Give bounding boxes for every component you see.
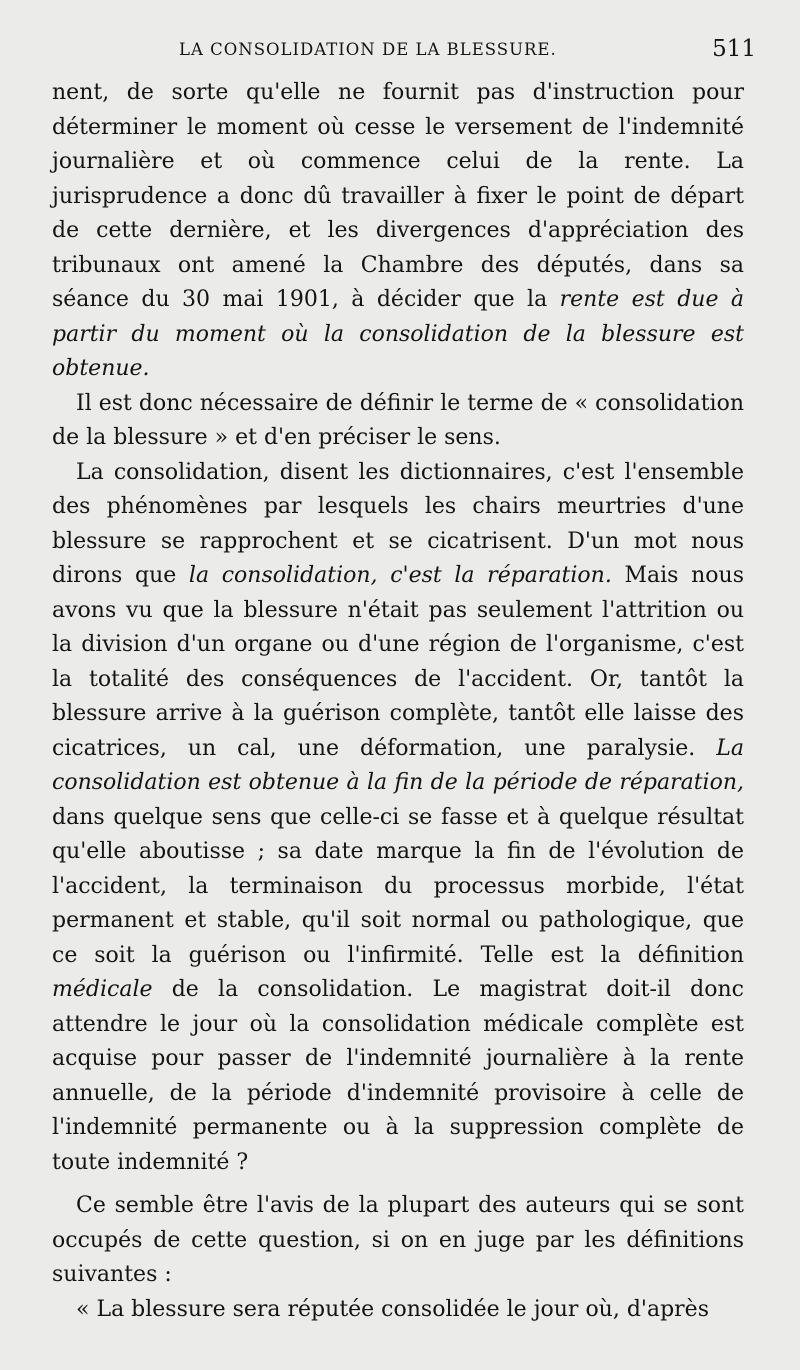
paragraph-5-text: « La blessure sera réputée consolidée le jour où, d'après bbox=[76, 1296, 709, 1322]
paragraph-2-text: Il est donc nécessaire de définir le terme de « consolidation de la blessure » et d'en préciser le sens. bbox=[52, 390, 744, 450]
page-number: 511 bbox=[712, 36, 756, 62]
paragraph-authors-opinion bbox=[52, 1189, 744, 1293]
paragraph-3-italic-consolidation: La consolidation est obtenue à la fin de la période de réparation, bbox=[52, 735, 744, 795]
running-head bbox=[52, 28, 756, 68]
paragraph-1-italic-resolution: rente est due à partir du moment où la consolidation de la blessure est obtenue. bbox=[52, 287, 745, 381]
paragraph-3-text-b: Mais nous avons vu que la blessure n'était pas seulement l'attrition ou la division d'un organe ou d'une région de l'organisme, c'est la totalité des conséquences de l'accident. Or, tantôt la blessure arrive à la guérison complète, tantôt elle laisse des cicatrices, un cal, une déformation, une paralysie. bbox=[52, 563, 744, 761]
paragraph-3-text-c: dans quelque sens que celle-ci se fasse et à quelque résultat qu'elle aboutisse ; sa date marque la fin de l'évolution de l'accident, la terminaison du processus morbide, l'état permanent et stable, qu'il soit normal ou pathologique, que ce soit la guérison ou l'infirmité. Telle est la définition bbox=[52, 804, 744, 968]
paragraph-3-italic-reparation: la consolidation, c'est la réparation. bbox=[188, 563, 612, 588]
paragraph-4-text: Ce semble être l'avis de la plupart des auteurs qui se sont occupés de cette question, si on en juge par les définitions suivantes : bbox=[52, 1193, 744, 1287]
body-text bbox=[52, 76, 744, 1327]
paragraph-quotation-start bbox=[52, 1293, 744, 1328]
paragraph-definition-need bbox=[52, 387, 744, 456]
paragraph-3-italic-medicale: médicale bbox=[52, 977, 153, 1002]
paragraph-consolidation-definition bbox=[52, 456, 744, 1181]
running-title: LA CONSOLIDATION DE LA BLESSURE. bbox=[179, 40, 557, 59]
paragraph-continuation bbox=[52, 76, 744, 387]
paragraph-3-text-a: La consolidation, disent les dictionnaires, c'est l'ensemble des phénomènes par lesquels les chairs meurtries d'une blessure se rapprochent et se cicatrisent. D'un mot nous dirons que bbox=[52, 459, 744, 588]
paragraph-3-text-d: de la consolidation. Le magistrat doit-il donc attendre le jour où la consolidation médicale complète est acquise pour passer de l'indemnité journalière à la rente annuelle, de la période d'indemnité provisoire à celle de l'indemnité permanente ou à la suppression complète de toute indemnité ? bbox=[52, 977, 744, 1175]
paragraph-1-text: nent, de sorte qu'elle ne fournit pas d'instruction pour déterminer le moment où cesse le versement de l'indemnité journalière et où commence celui de la rente. La jurisprudence a donc dû travailler à fixer le point de départ de cette dernière, et les divergences d'appréciation des tribunaux ont amené la Chambre des députés, dans sa séance du 30 mai 1901, à décider que la bbox=[52, 80, 744, 312]
